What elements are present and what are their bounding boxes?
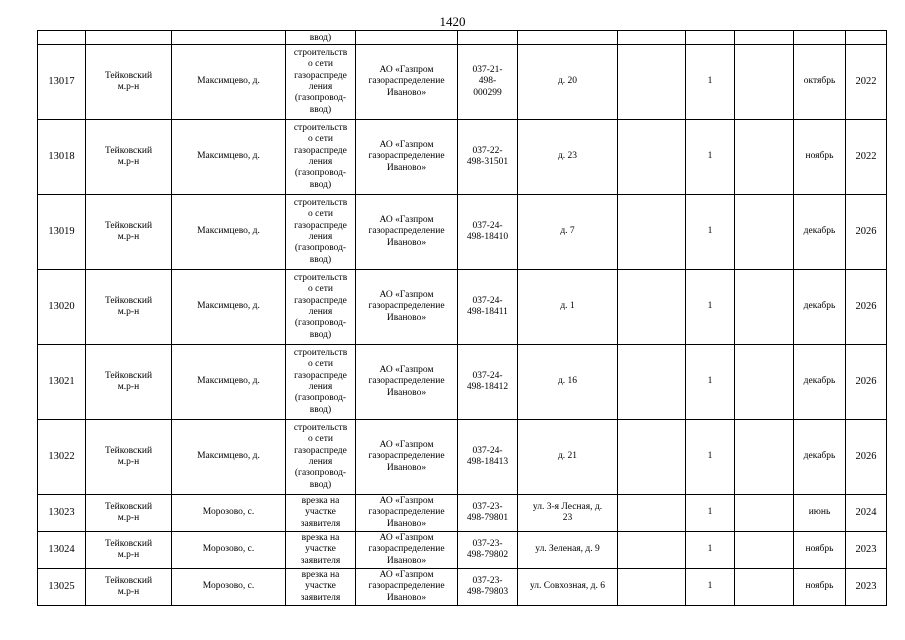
cell-empty [735,345,794,420]
cell-address: ул. Зеленая, д. 9 [518,532,618,569]
table-row [38,120,887,195]
cell-count: 1 [686,495,735,532]
cell-empty [735,195,794,270]
cell-org: АО «Газпром газораспределение Иваново» [356,120,458,195]
cell-org: АО «Газпром газораспределение Иваново» [356,195,458,270]
cell-code: 037-24- 498-18411 [458,270,518,345]
cell-locality [172,31,286,45]
cell-locality: Морозово, с. [172,532,286,569]
cell-locality: Максимцево, д. [172,120,286,195]
cell-address: ул. Совхозная, д. 6 [518,569,618,606]
cell-year: 2024 [846,495,887,532]
cell-locality: Максимцево, д. [172,45,286,120]
cell-month: ноябрь [794,120,846,195]
cell-year: 2022 [846,120,887,195]
cell-empty [735,120,794,195]
cell-work: врезка на участке заявителя [286,495,356,532]
cell-empty [618,45,686,120]
cell-work: врезка на участке заявителя [286,569,356,606]
cell-year: 2026 [846,195,887,270]
cell-locality: Максимцево, д. [172,270,286,345]
cell-locality: Морозово, с. [172,569,286,606]
cell-work: строительств о сети газораспреде ления (газопровод- ввод) [286,45,356,120]
cell-code: 037-24- 498-18413 [458,420,518,495]
cell-code: 037-23- 498-79801 [458,495,518,532]
cell-month: декабрь [794,345,846,420]
cell-empty [618,120,686,195]
cell-empty [618,345,686,420]
cell-id: 13023 [38,495,86,532]
cell-org [356,31,458,45]
cell-district: Тейковский м.р-н [86,45,172,120]
cell-empty [735,495,794,532]
cell-year: 2023 [846,532,887,569]
cell-month: декабрь [794,270,846,345]
cell-code: 037-24- 498-18412 [458,345,518,420]
table-row [38,532,887,569]
cell-count: 1 [686,420,735,495]
cell-address: д. 20 [518,45,618,120]
table-row [38,345,887,420]
cell-locality: Максимцево, д. [172,345,286,420]
cell-empty [735,31,794,45]
table-row [38,45,887,120]
cell-empty [735,270,794,345]
cell-code: 037-23- 498-79803 [458,569,518,606]
cell-id: 13025 [38,569,86,606]
cell-empty [618,31,686,45]
cell-year [846,31,887,45]
cell-year: 2022 [846,45,887,120]
cell-empty [735,569,794,606]
continuation-row [38,31,887,45]
cell-month: октябрь [794,45,846,120]
cell-work: строительств о сети газораспреде ления (газопровод- ввод) [286,420,356,495]
cell-id: 13024 [38,532,86,569]
cell-year: 2026 [846,420,887,495]
page-number: 1420 [439,14,466,29]
cell-code: 037-24- 498-18410 [458,195,518,270]
cell-empty [618,532,686,569]
cell-work: строительств о сети газораспреде ления (газопровод- ввод) [286,120,356,195]
cell-month: декабрь [794,420,846,495]
cell-count: 1 [686,45,735,120]
cell-address [518,31,618,45]
cell-empty [618,195,686,270]
cell-district: Тейковский м.р-н [86,120,172,195]
cell-district: Тейковский м.р-н [86,345,172,420]
cell-org: АО «Газпром газораспределение Иваново» [356,532,458,569]
cell-month: ноябрь [794,569,846,606]
cell-code: 037-21- 498- 000299 [458,45,518,120]
cell-count: 1 [686,569,735,606]
cell-district [86,31,172,45]
cell-district: Тейковский м.р-н [86,195,172,270]
cell-count: 1 [686,270,735,345]
table-row [38,495,887,532]
cell-month: ноябрь [794,532,846,569]
cell-district: Тейковский м.р-н [86,270,172,345]
cell-work: врезка на участке заявителя [286,532,356,569]
cell-year: 2026 [846,270,887,345]
table-body [38,31,887,606]
cell-address: д. 16 [518,345,618,420]
cell-id [38,31,86,45]
cell-empty [618,495,686,532]
cell-org: АО «Газпром газораспределение Иваново» [356,495,458,532]
cell-address: д. 7 [518,195,618,270]
cell-org: АО «Газпром газораспределение Иваново» [356,420,458,495]
cell-work: строительств о сети газораспреде ления (газопровод- ввод) [286,195,356,270]
cell-id: 13022 [38,420,86,495]
cell-id: 13019 [38,195,86,270]
cell-empty [618,270,686,345]
cell-empty [735,420,794,495]
table-row [38,195,887,270]
cell-address: ул. 3-я Лесная, д. 23 [518,495,618,532]
table-row [38,270,887,345]
cell-count: 1 [686,532,735,569]
cell-code: 037-22- 498-31501 [458,120,518,195]
cell-work: ввод) [286,31,356,45]
cell-count [686,31,735,45]
cell-count: 1 [686,195,735,270]
cell-count: 1 [686,120,735,195]
cell-org: АО «Газпром газораспределение Иваново» [356,345,458,420]
cell-work: строительств о сети газораспреде ления (газопровод- ввод) [286,270,356,345]
cell-org: АО «Газпром газораспределение Иваново» [356,569,458,606]
cell-month: июнь [794,495,846,532]
cell-month [794,31,846,45]
cell-district: Тейковский м.р-н [86,569,172,606]
cell-count: 1 [686,345,735,420]
table-row [38,569,887,606]
cell-work: строительств о сети газораспреде ления (газопровод- ввод) [286,345,356,420]
gasification-table [37,30,887,606]
cell-empty [618,569,686,606]
cell-id: 13020 [38,270,86,345]
cell-locality: Максимцево, д. [172,420,286,495]
cell-district: Тейковский м.р-н [86,532,172,569]
cell-address: д. 21 [518,420,618,495]
cell-org: АО «Газпром газораспределение Иваново» [356,270,458,345]
table-row [38,420,887,495]
cell-id: 13017 [38,45,86,120]
cell-id: 13021 [38,345,86,420]
cell-district: Тейковский м.р-н [86,495,172,532]
cell-org: АО «Газпром газораспределение Иваново» [356,45,458,120]
cell-year: 2026 [846,345,887,420]
cell-empty [735,532,794,569]
cell-id: 13018 [38,120,86,195]
cell-address: д. 1 [518,270,618,345]
cell-code [458,31,518,45]
cell-month: декабрь [794,195,846,270]
cell-locality: Максимцево, д. [172,195,286,270]
cell-empty [618,420,686,495]
cell-address: д. 23 [518,120,618,195]
cell-year: 2023 [846,569,887,606]
cell-code: 037-23- 498-79802 [458,532,518,569]
cell-empty [735,45,794,120]
cell-locality: Морозово, с. [172,495,286,532]
cell-district: Тейковский м.р-н [86,420,172,495]
